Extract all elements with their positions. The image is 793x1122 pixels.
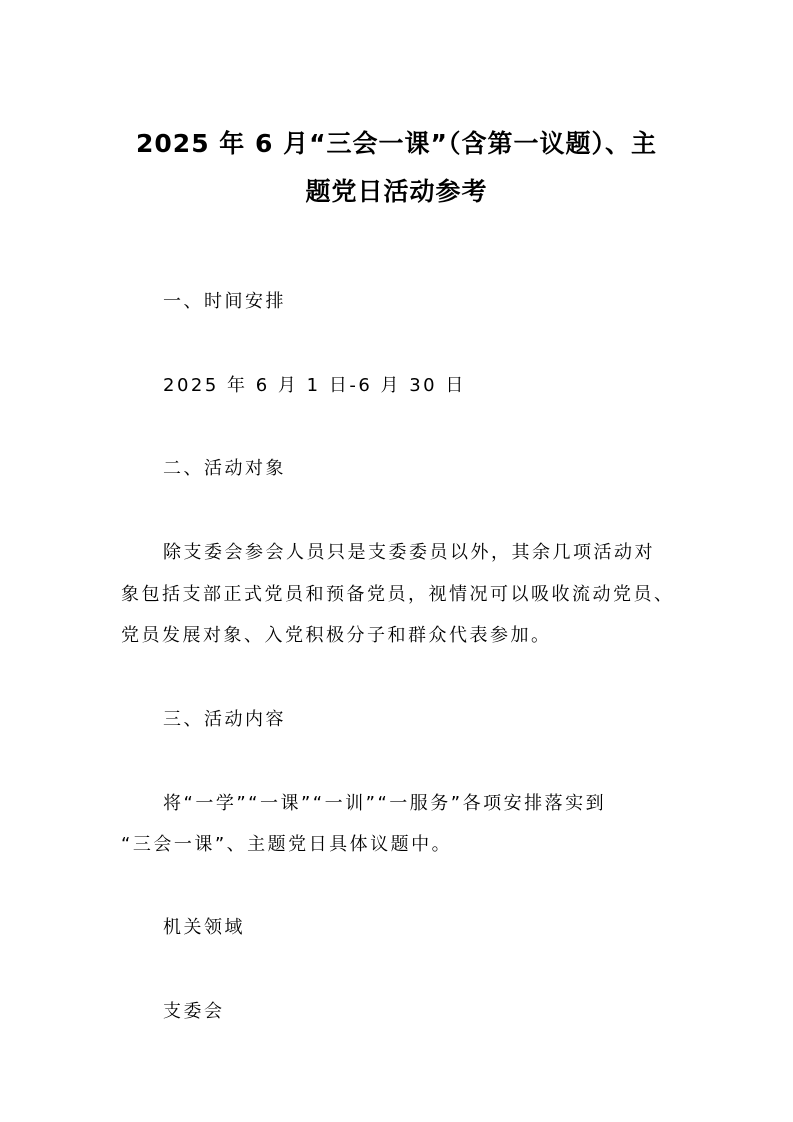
time-range-text: 2025 年 6 月 1 日-6 月 30 日 — [163, 375, 466, 396]
section-heading-target: 二、活动对象 — [163, 458, 286, 479]
document-title-line-2: 题党日活动参考 — [305, 177, 488, 206]
section-heading-content: 三、活动内容 — [163, 709, 286, 730]
target-paragraph-line-1: 除支委会参会人员只是支委委员以外，其余几项活动对 — [163, 542, 655, 563]
committee-label: 支委会 — [163, 1001, 225, 1022]
content-paragraph-line-2: “三会一课”、主题党日具体议题中。 — [121, 834, 453, 855]
section-heading-time: 一、时间安排 — [163, 291, 286, 312]
field-label-organs: 机关领域 — [163, 917, 245, 938]
document-title-line-1: 2025 年 6 月“三会一课”（含第一议题）、主 — [136, 129, 657, 158]
target-paragraph-line-3: 党员发展对象、入党积极分子和群众代表参加。 — [121, 625, 552, 646]
content-paragraph-line-1: 将“一学”“一课”“一训”“一服务”各项安排落实到 — [163, 793, 607, 814]
target-paragraph-line-2: 象包括支部正式党员和预备党员，视情况可以吸收流动党员、 — [121, 584, 675, 605]
